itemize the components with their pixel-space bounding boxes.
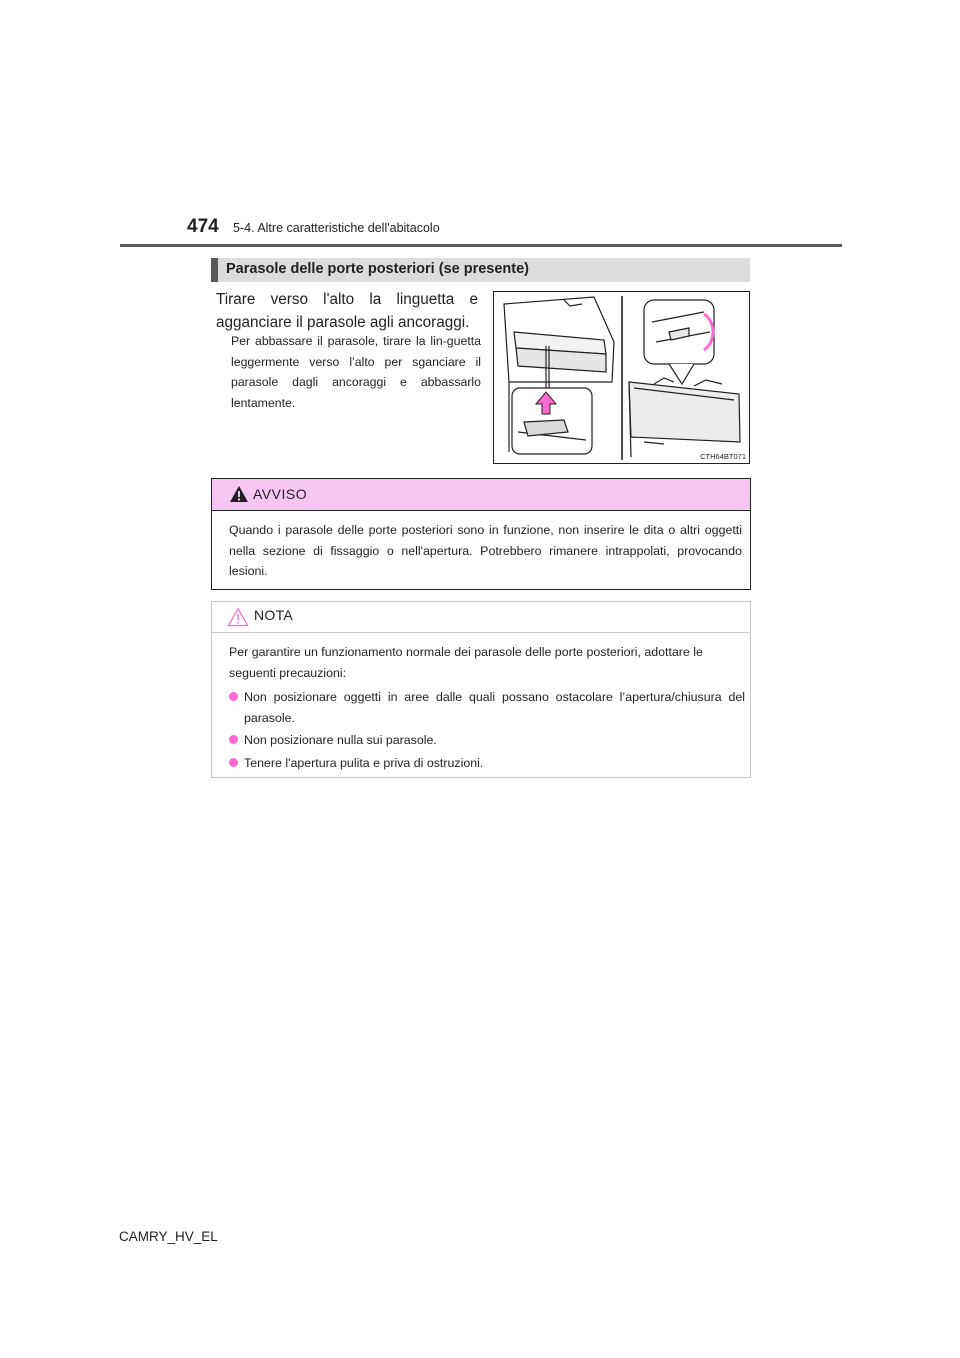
warning-box	[211, 478, 751, 590]
breadcrumb: 5-4. Altre caratteristiche dell'abitacolo	[233, 221, 440, 235]
footer-model-code: CAMRY_HV_EL	[119, 1229, 218, 1244]
note-title: NOTA	[254, 607, 294, 623]
note-box	[211, 601, 751, 778]
section-title: Parasole delle porte posteriori (se presente)	[226, 261, 529, 277]
header-divider	[120, 244, 842, 247]
step-line: agganciare il parasole agli ancoraggi.	[216, 314, 470, 331]
step-detail: Per abbassare il parasole, tirare la lin-guetta leggermente verso l’alto per sganciare il parasole dagli ancoraggi e abbassarlo lentamente.	[231, 334, 481, 410]
warning-text: Quando i parasole delle porte posteriori sono in funzione, non inserire le dita o altri oggetti nella sezione di fissaggio o nell'apertura. Potrebbero rimanere intrappolati, provocando lesioni.	[229, 523, 742, 578]
sunshade-drawing	[494, 292, 751, 465]
warning-icon	[229, 485, 249, 503]
sunshade-illustration	[493, 291, 750, 464]
list-item: Non posizionare nulla sui parasole.	[229, 730, 745, 751]
note-intro: Per garantire un funzionamento normale dei parasole delle porte posteriori, adottare le seguenti precauzioni:	[229, 645, 703, 680]
list-item: Non posizionare oggetti in aree dalle quali possano ostacolare l’apertura/chiusura del parasole.	[229, 687, 745, 728]
warning-header	[212, 479, 750, 511]
step-instruction	[216, 288, 478, 334]
section-heading-bar	[211, 258, 750, 282]
step-line: Tirare verso l'alto la linguetta e	[216, 291, 478, 308]
caution-icon	[227, 607, 249, 627]
note-header	[212, 602, 750, 633]
list-item: Tenere l'apertura pulita e priva di ostruzioni.	[229, 753, 745, 774]
warning-title: AVVISO	[253, 486, 308, 502]
figure-code: CTH64BT071	[700, 452, 746, 461]
note-list	[229, 687, 745, 775]
page-number: 474	[187, 216, 219, 237]
